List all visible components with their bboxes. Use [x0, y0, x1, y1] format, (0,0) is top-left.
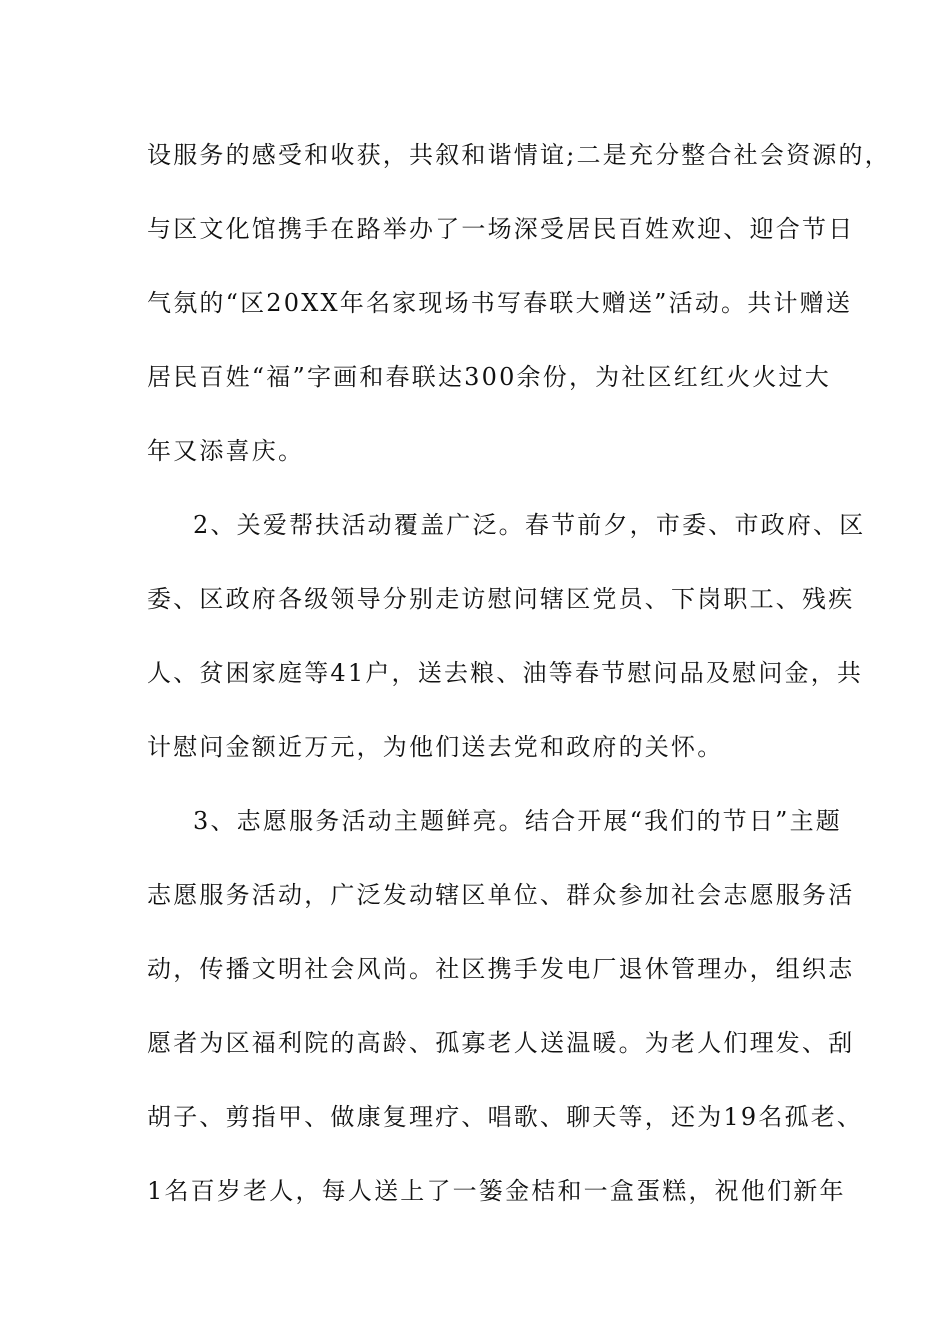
text-line: 设服务的感受和收获，共叙和谐情谊;二是充分整合社会资源的，: [147, 141, 891, 169]
text-line: 居民百姓“福”字画和春联达300余份，为社区红红火火过大: [147, 363, 831, 391]
text-line: 1名百岁老人，每人送上了一篓金桔和一盒蛋糕，祝他们新年: [147, 1177, 846, 1205]
text-line: 愿者为区福利院的高龄、孤寡老人送温暖。为老人们理发、刮: [147, 1029, 855, 1057]
text-line: 年又添喜庆。: [147, 437, 305, 465]
text-line: 动，传播文明社会风尚。社区携手发电厂退休管理办，组织志: [147, 955, 855, 983]
paragraph-start-line: 2、关爱帮扶活动覆盖广泛。春节前夕，市委、市政府、区: [193, 511, 866, 539]
text-line: 气氛的“区20XX年名家现场书写春联大赠送”活动。共计赠送: [147, 289, 853, 317]
document-body: [147, 118, 891, 1228]
text-line: 计慰问金额近万元，为他们送去党和政府的关怀。: [147, 733, 724, 761]
text-line: 与区文化馆携手在路举办了一场深受居民百姓欢迎、迎合节日: [147, 215, 855, 243]
text-line: 志愿服务活动，广泛发动辖区单位、群众参加社会志愿服务活: [147, 881, 855, 909]
text-line: 人、贫困家庭等41户，送去粮、油等春节慰问品及慰问金，共: [147, 659, 864, 687]
text-line: 胡子、剪指甲、做康复理疗、唱歌、聊天等，还为19名孤老、: [147, 1103, 864, 1131]
text-line: 委、区政府各级领导分别走访慰问辖区党员、下岗职工、残疾: [147, 585, 855, 613]
paragraph-start-line: 3、志愿服务活动主题鲜亮。结合开展“我们的节日”主题: [193, 807, 843, 835]
